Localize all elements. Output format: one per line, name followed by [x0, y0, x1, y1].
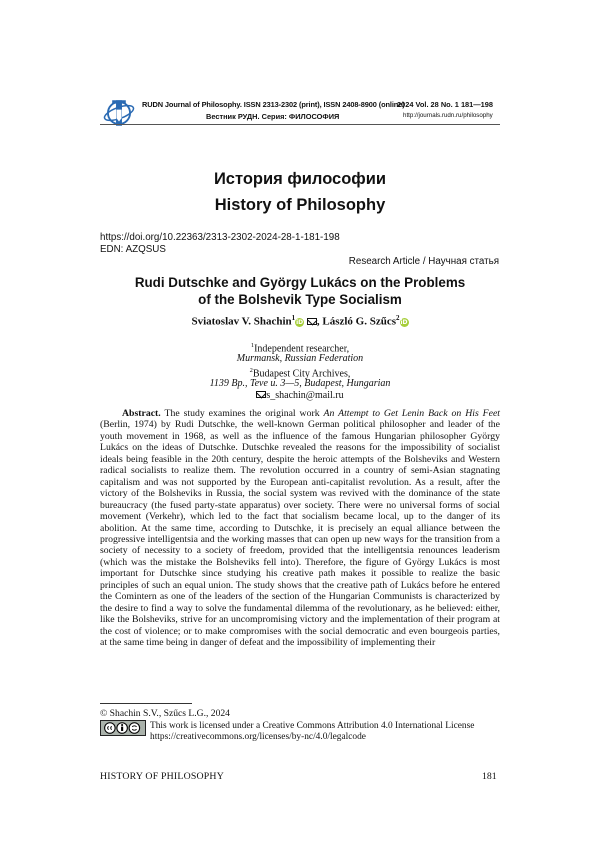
copyright-notice: © Shachin S.V., Szűcs L.G., 2024	[100, 708, 230, 719]
journal-url[interactable]: http://journals.rudn.ru/philosophy	[403, 112, 493, 119]
orcid-icon[interactable]: iD	[400, 318, 408, 326]
affiliation-2-line1: $^2$Budapest City Archives,	[249, 367, 351, 380]
author-list	[0, 314, 600, 328]
author-1-name: Sviatoslav V. Shachin	[191, 315, 292, 328]
affiliation-1-line2: Murmansk, Russian Federation	[236, 352, 364, 364]
orcid-icon[interactable]: iD	[296, 318, 304, 326]
cc-by-nc-badge-icon[interactable]	[100, 720, 146, 736]
article-title	[100, 274, 500, 308]
author-separator: ,	[316, 315, 323, 328]
journal-name-ru: Вестник РУДН. Серия: ФИЛОСОФИЯ	[206, 112, 340, 121]
author-1-sup: 1	[291, 314, 296, 322]
cited-work-title: An Attempt to Get Lenin Back on His Feet	[323, 408, 500, 419]
section-title-ru: История философии	[213, 170, 387, 188]
doi-link[interactable]: https://doi.org/10.22363/2313-2302-2024-28-1-181-198	[100, 232, 340, 243]
edn-code: EDN: AZQSUS	[100, 244, 166, 255]
section-title-en: History of Philosophy	[214, 196, 386, 214]
article-title-line1: Rudi Dutschke and György Lukács on the Problems	[134, 275, 466, 290]
license-statement: This work is licensed under a Creative Commons Attribution 4.0 International License	[150, 721, 475, 731]
journal-name-en: RUDN Journal of Philosophy. ISSN 2313-2302 (print), ISSN 2408-8900 (online)	[142, 100, 405, 109]
issue-info: 2024 Vol. 28 No. 1 181—198	[397, 100, 493, 109]
license-url[interactable]: https://creativecommons.org/licenses/by-nc/4.0/legalcode	[150, 732, 366, 742]
affiliation-1-line1: $^1$Independent researcher,	[250, 342, 350, 355]
author-2-name: László G. Szűcs	[322, 315, 397, 328]
abstract: Abstract. The study examines the original work An Attempt to Get Lenin Back on His Feet (Berlin, 1974) by Rudi Dutschke, the well-known German political philosopher and leader of the youth movement in 1968, as well as the influence of the famous Hungarian philosopher György Lukács on the ideas of Dutschke. Dutschke revealed the reasons for the impossibility of socialist ideals being feasible in the 20th century, despite the heroic attempts of the Bolsheviks and Western radical socialists to realize them. The revolution occurred in a country of semi-Asian stagnating capitalism and was not supported by the European anti-capitalist revolution. As a result, after the victory of the Bolsheviks in Russia, the social system was revived with the dominance of the state bureaucracy (the fused party-state apparatus) over society. There were no universal forms of social movement (Verkehr), which led to the fact that socialism became local, up to the danger of its abolition. At the same time, according to Dutschke, it is precisely an equal alliance between the progressive intelligentsia and the working masses that can open up new ways for the transition from a society of necessity to a society of freedom, provided that the intelligentsia renounces leaderism (which was the mistake the Bolsheviks fell into). Therefore, the figure of György Lukács is most important for Dutschke since studying his creative path makes it possible to realize the basic principles of such an equal union. The study shows that the creative path of Lukács before he entered the Comintern as one of the leaders of the section of the Hungarian Communists is characterized by the desire to find a way to solve the fundamental dilemma of the revolutionary, as he believed: either, like the Bolsheviks, strive for an uncompromising victory and the implementation of their program at the cost of violence; or to make compromises with the social democratic and even bourgeois parties, at the same time being in danger of defeat and the impossibility of implementing their	[100, 408, 500, 649]
affiliation-2-line2: 1139 Bp., Teve u. 3—5, Budapest, Hungarian	[209, 377, 391, 389]
article-title-line2: of the Bolshevik Type Socialism	[198, 292, 402, 307]
article-type: Research Article / Научная статья	[348, 256, 499, 267]
envelope-icon	[307, 318, 317, 325]
running-footer-journal: HISTORY OF PHILOSOPHY	[100, 771, 224, 782]
email-line	[0, 390, 600, 403]
abstract-label: Abstract.	[122, 408, 161, 419]
footnote-divider	[100, 703, 192, 704]
affiliation-1-sup: 1	[250, 342, 255, 349]
page-number: 181	[482, 771, 497, 782]
envelope-icon	[256, 391, 266, 398]
author-email[interactable]: s_shachin@mail.ru	[266, 390, 344, 402]
header-divider	[100, 124, 500, 125]
author-2-sup: 2	[396, 314, 400, 322]
affiliation-2-sup: 2	[249, 367, 253, 375]
